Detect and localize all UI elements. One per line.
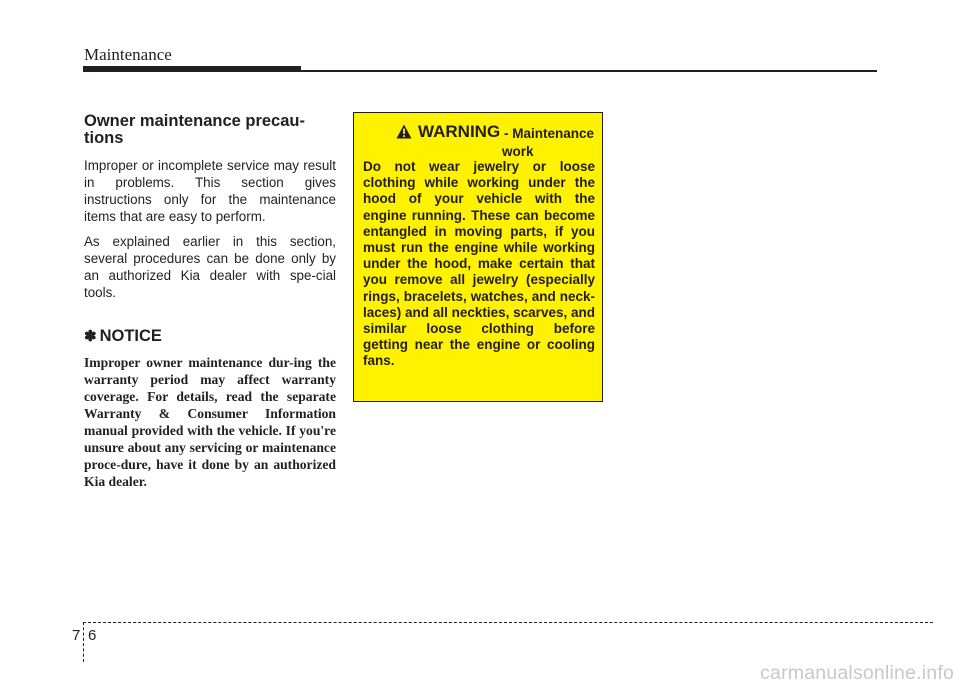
footer-rule [83,622,933,623]
warning-subtitle-line1: - Maintenance [504,126,595,141]
footer-divider [83,622,84,662]
header-rule-accent [83,66,301,72]
notice-star-icon: ✽ [84,328,97,345]
paragraph-1: Improper or incomplete service may result in problems. This section gives instructions only for the maintenance items that are easy to perform. [84,158,336,224]
notice-heading [84,327,336,346]
warning-subtitle-line2: work [502,144,534,159]
notice-label: NOTICE [99,327,162,345]
page-chapter-number: 7 [72,627,81,644]
page-number: 6 [88,627,97,644]
watermark: carmanualsonline.info [760,662,954,684]
left-column [84,113,336,490]
warning-body: Do not wear jewelry or loose clothing while working under the hood of your vehicle with the engine running. These can become entangled in moving parts, if you must run the engine while working under the hood, make certain that you remove all jewelry (especially rings, bracelets, watches, and neck-laces) and all neckties, scarves, and similar loose clothing before getting near the engine or cooling fans. [363,159,595,369]
notice-body: Improper owner maintenance dur-ing the warranty period may affect warranty coverage. For details, read the separate Warranty & Consumer Information manual provided with the vehicle. If you're unsure about any servicing or maintenance proce-dure, have it done by an authorized Kia dealer. [84,355,336,489]
warning-triangle-icon [396,124,412,139]
warning-title-row [363,122,595,158]
page-header-title: Maintenance [84,45,172,64]
paragraph-2: As explained earlier in this section, several procedures can be done only by an authorized Kia dealer with spe-cial tools. [84,234,336,300]
warning-label: WARNING [418,122,501,141]
warning-box [353,112,603,402]
section-heading-text: Owner maintenance precau- tions [84,112,305,147]
section-heading [84,113,336,147]
